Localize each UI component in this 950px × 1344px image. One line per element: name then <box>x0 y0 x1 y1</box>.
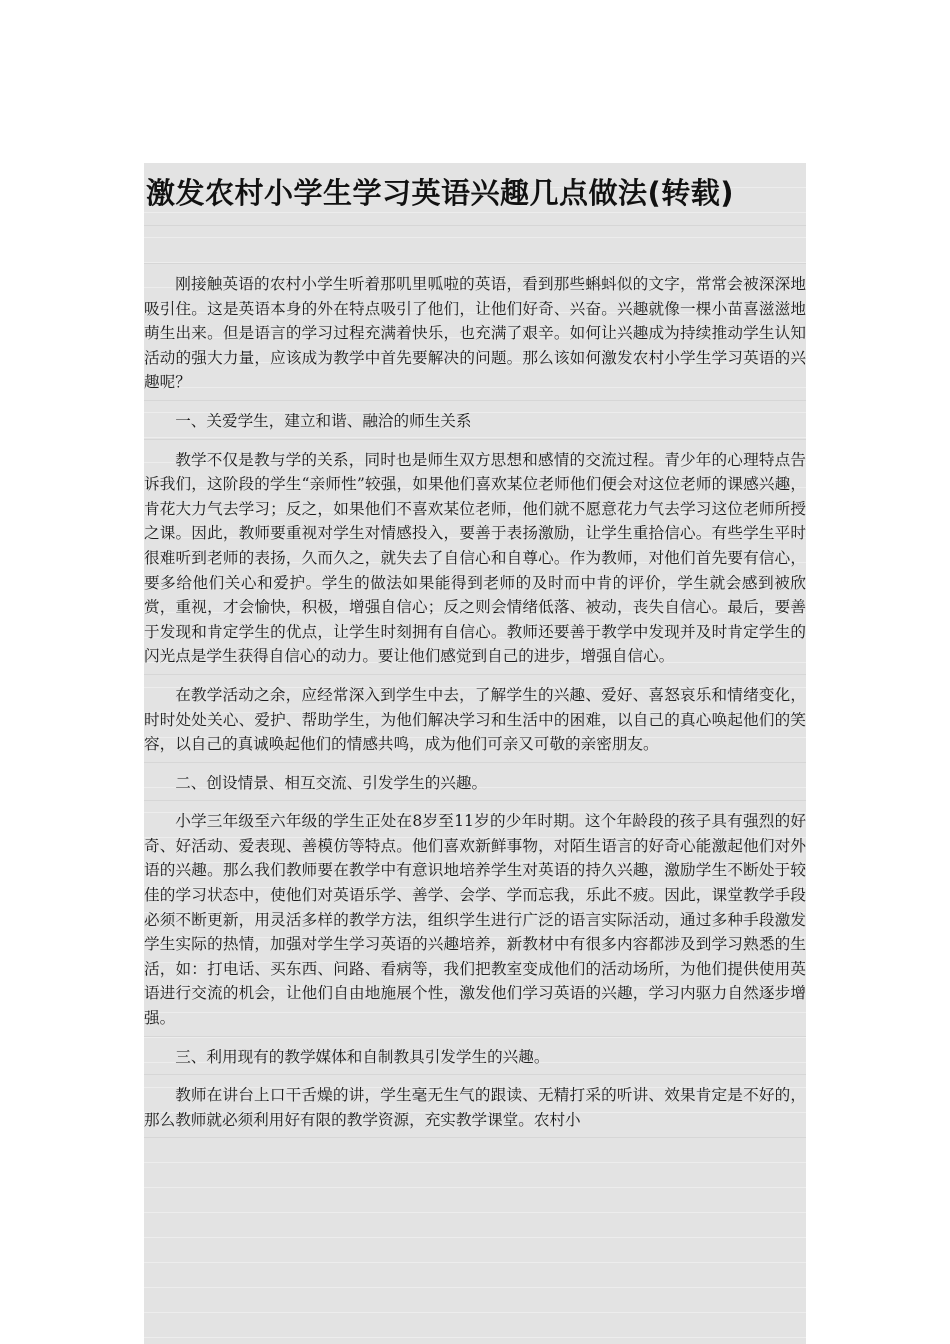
article-title: 激发农村小学生学习英语兴趣几点做法(转载) <box>144 163 806 226</box>
section-heading-2: 二、创设情景、相互交流、引发学生的兴趣。 <box>144 763 806 802</box>
section-heading-1: 一、关爱学生，建立和谐、融洽的师生关系 <box>144 401 806 440</box>
paragraph-3: 小学三年级至六年级的学生正处在8岁至11岁的少年时期。这个年龄段的孩子具有强烈的好奇、好活动、爱表现、善模仿等特点。他们喜欢新鲜事物，对陌生语言的好奇心能激起他们对外语的兴趣。那么我们教师要在教学中有意识地培养学生对英语的持久兴趣，激励学生不断处于较佳的学习状态中，使他们对英语乐学、善学、会学、学而忘我，乐此不疲。因此，课堂教学手段必须不断更新，用灵活多样的教学方法，组织学生进行广泛的语言实际活动，通过多种手段激发学生实际的热情，加强对学生学习英语的兴趣培养，新教材中有很多内容都涉及到学习熟悉的生活，如：打电话、买东西、问路、看病等，我们把教室变成他们的活动场所，为他们提供使用英语进行交流的机会，让他们自由地施展个性，激发他们学习英语的兴趣，学习内驱力自然逐步增强。 <box>144 801 806 1036</box>
document-page <box>144 163 806 1344</box>
paragraph-2: 在教学活动之余，应经常深入到学生中去，了解学生的兴趣、爱好、喜怒哀乐和情绪变化，时时处处关心、爱护、帮助学生，为他们解决学习和生活中的困难，以自己的真心唤起他们的笑容，以自己的真诚唤起他们的情感共鸣，成为他们可亲又可敬的亲密朋友。 <box>144 675 806 763</box>
paragraph-intro: 刚接触英语的农村小学生听着那叽里呱啦的英语，看到那些蝌蚪似的文字，常常会被深深地吸引住。这是英语本身的外在特点吸引了他们，让他们好奇、兴奋。兴趣就像一棵小苗喜滋滋地萌生出来。但是语言的学习过程充满着快乐，也充满了艰辛。如何让兴趣成为持续推动学生认知活动的强大力量，应该成为教学中首先要解决的问题。那么该如何激发农村小学生学习英语的兴趣呢？ <box>144 264 806 401</box>
paragraph-4: 教师在讲台上口干舌燥的讲，学生毫无生气的跟读、无精打采的听讲、效果肯定是不好的，那么教师就必须利用好有限的教学资源，充实教学课堂。农村小 <box>144 1075 806 1138</box>
blank-line <box>144 226 806 264</box>
section-heading-3: 三、利用现有的教学媒体和自制教具引发学生的兴趣。 <box>144 1037 806 1076</box>
paragraph-1: 教学不仅是教与学的关系，同时也是师生双方思想和感情的交流过程。青少年的心理特点告诉我们，这阶段的学生“亲师性”较强，如果他们喜欢某位老师他们便会对这位老师的课感兴趣，肯花大力气去学习；反之，如果他们不喜欢某位老师，他们就不愿意花力气去学习这位老师所授之课。因此，教师要重视对学生对情感投入，要善于表扬激励，让学生重拾信心。有些学生平时很难听到老师的表扬，久而久之，就失去了自信心和自尊心。作为教师，对他们首先要有信心，要多给他们关心和爱护。学生的做法如果能得到老师的及时而中肯的评价，学生就会感到被欣赏，重视，才会愉快，积极，增强自信心；反之则会情绪低落、被动，丧失自信心。最后，要善于发现和肯定学生的优点，让学生时刻拥有自信心。教师还要善于教学中发现并及时肯定学生的闪光点是学生获得自信心的动力。要让他们感觉到自己的进步，增强自信心。 <box>144 440 806 675</box>
